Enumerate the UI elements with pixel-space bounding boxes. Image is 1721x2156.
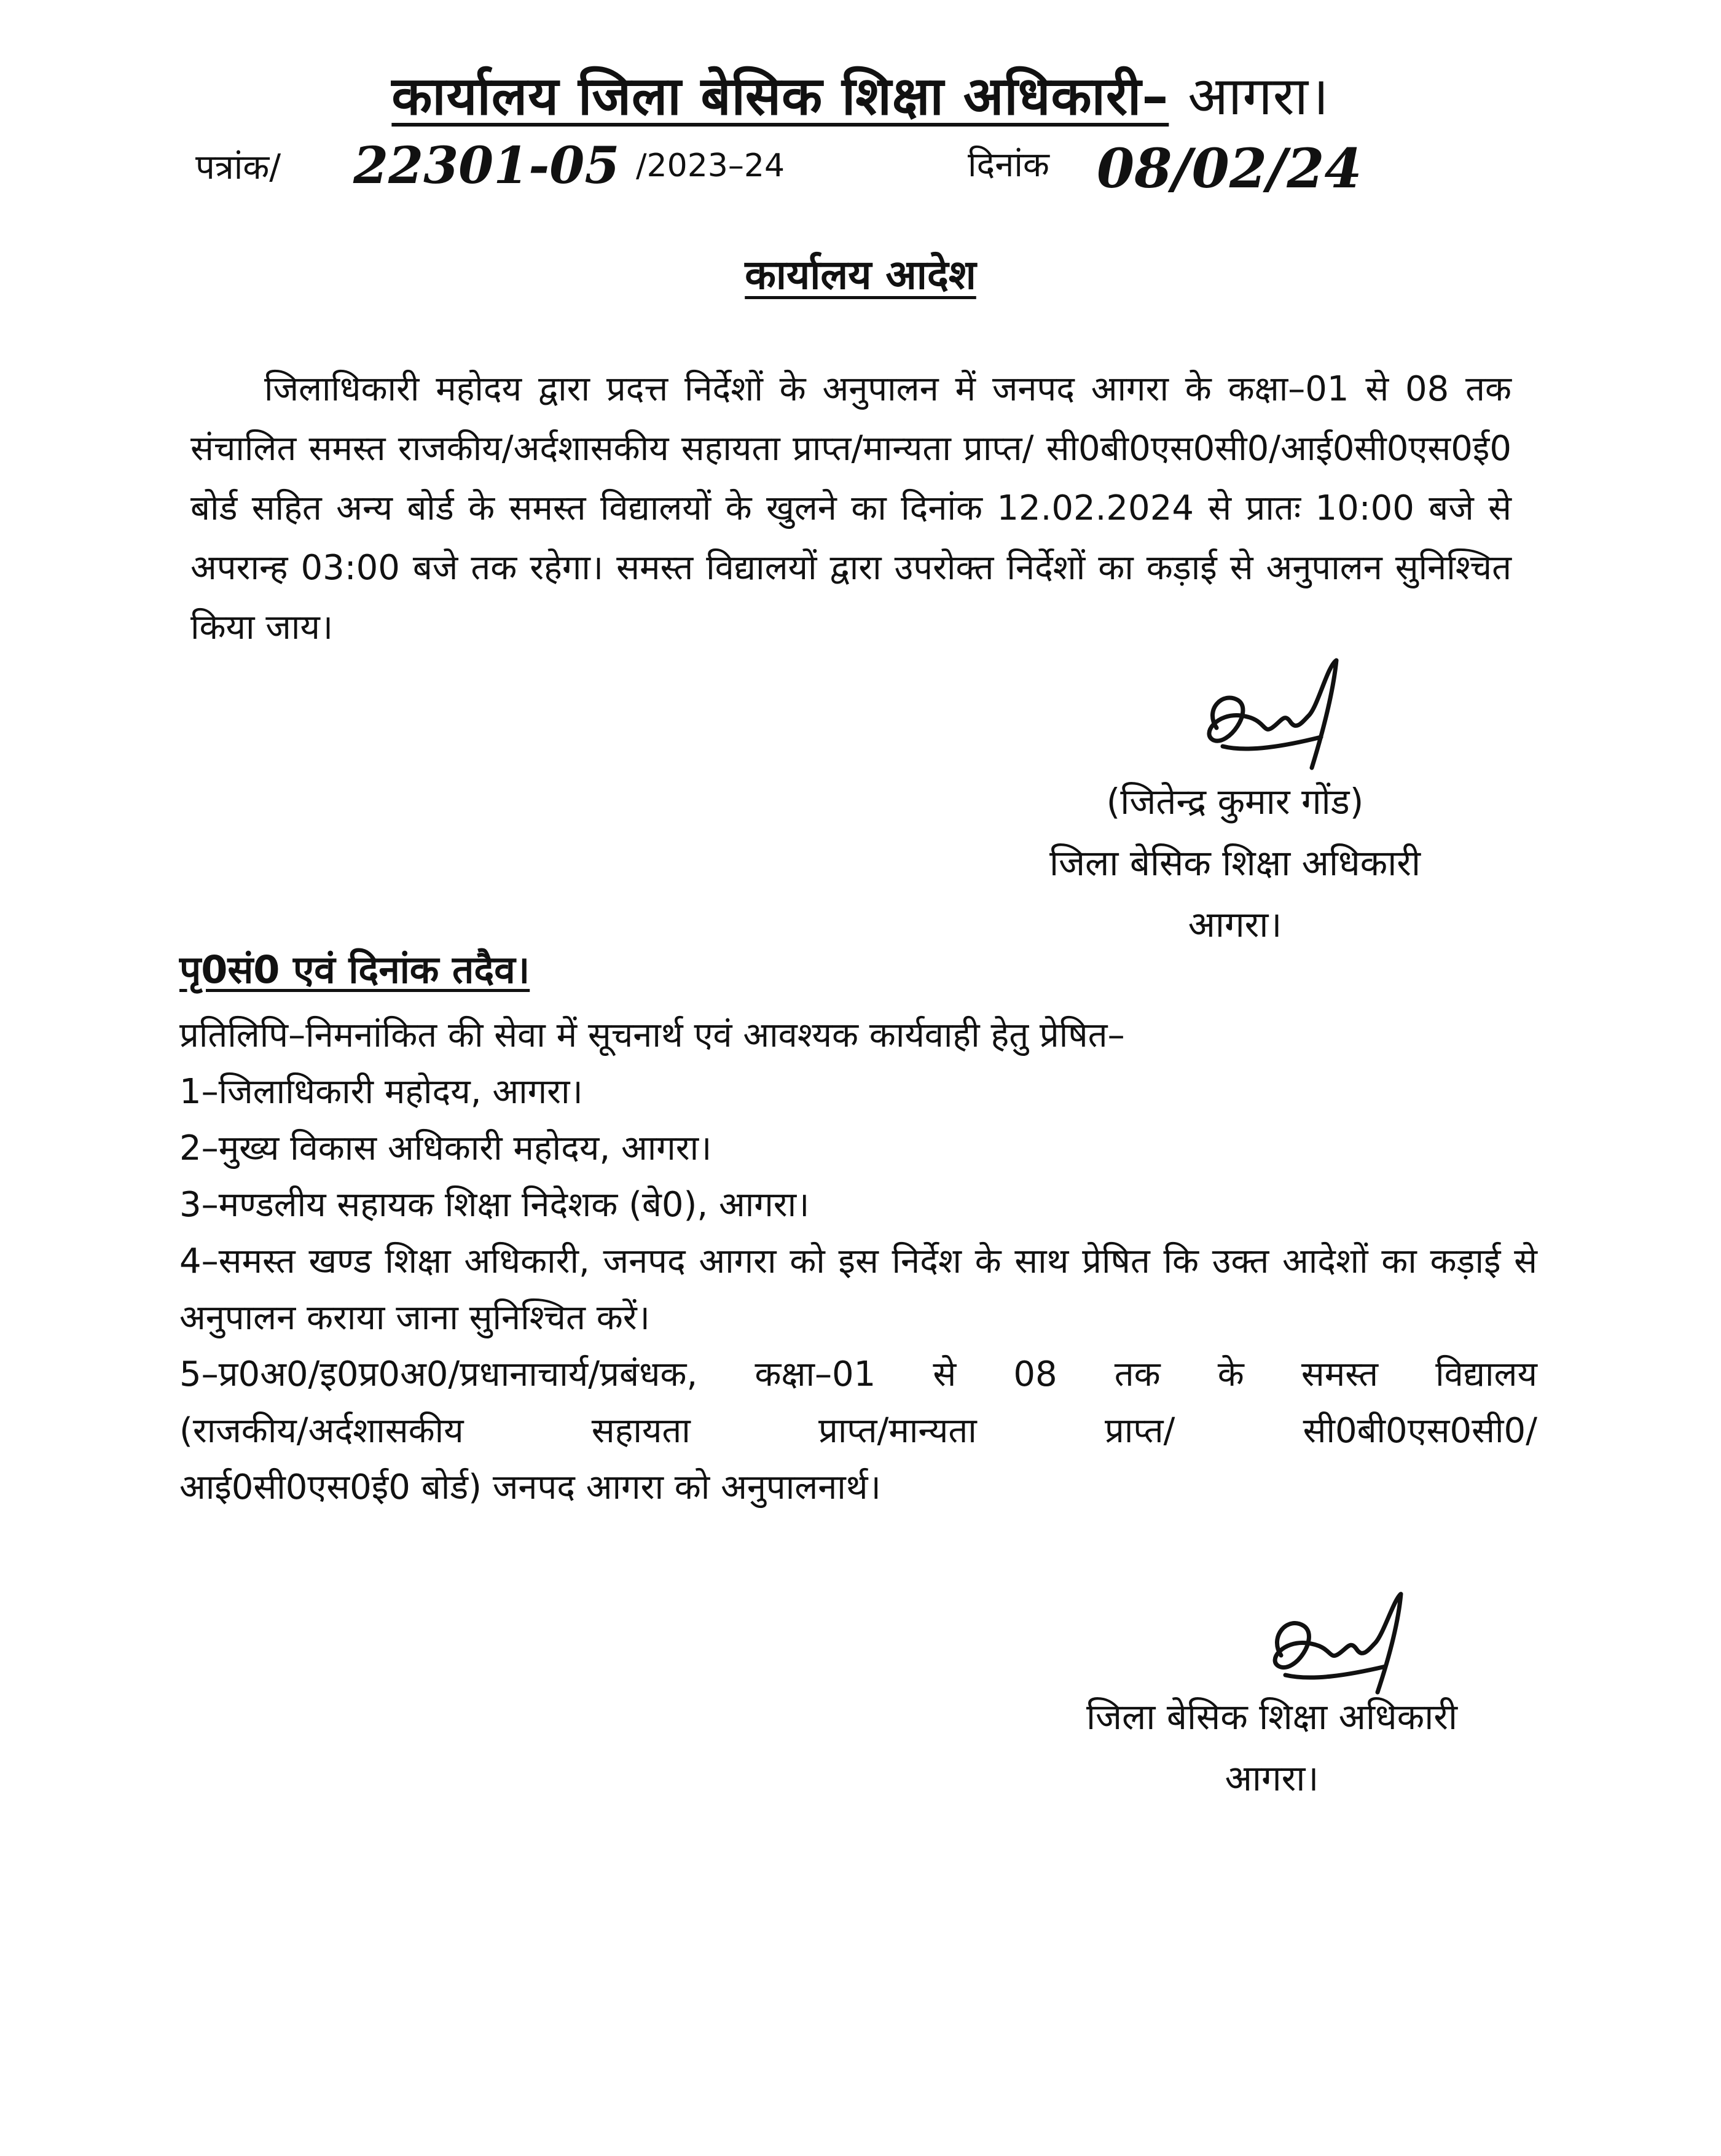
ref-number: 22301-05 xyxy=(353,136,620,195)
order-body-text: जिलाधिकारी महोदय द्वारा प्रदत्त निर्देशों के अनुपालन में जनपद आगरा के कक्षा–01 से 08 तक संचालित समस्त राजकीय/अर्दशासकीय सहायता प्राप्त/मान्यता प्राप्त/ सी0बी0एस0सी0/आई0सी0एस0ई0 बोर्ड सहित अन्य बोर्ड के समस्त विद्यालयों के खुलने का दिनांक 12.02.2024 से प्रातः 10:00 बजे से अपरान्ह 03:00 बजे तक रहेगा। समस्त विद्यालयों द्वारा उपरोक्त निर्देशों का कड़ाई से अनुपालन सुनिश्चित किया जाय। xyxy=(190,369,1511,647)
footer-designation: जिला बेसिक शिक्षा अधिकारी xyxy=(1086,1696,1457,1738)
date-value: 08/02/24 xyxy=(1097,136,1362,200)
office-heading xyxy=(0,58,1721,130)
ref-year: /2023–24 xyxy=(636,147,785,184)
footer-place: आगरा। xyxy=(1225,1757,1319,1799)
signatory-name: (जितेन्द्र कुमार गोंड) xyxy=(1106,781,1364,822)
copy-item-5-line2: (राजकीय/अर्दशासकीय सहायता प्राप्त/मान्यता प्राप्त/ सी0बी0एस0सी0/ xyxy=(179,1411,1537,1451)
copy-list xyxy=(179,1007,1537,1516)
signatory-block xyxy=(959,771,1511,955)
order-body xyxy=(190,359,1511,657)
office-title: कार्यालय जिला बेसिक शिक्षा अधिकारी– xyxy=(391,66,1169,127)
copy-item-5-line3: आई0सी0एस0ई0 बोर्ड) जनपद आगरा को अनुपालनार्थ। xyxy=(179,1467,881,1507)
footer-signatory-block xyxy=(995,1686,1548,1809)
copy-heading: पृ0सं0 एवं दिनांक तदैव। xyxy=(179,947,530,992)
ref-label: पत्रांक/ xyxy=(195,147,281,187)
order-title: कार्यालय आदेश xyxy=(745,251,976,299)
office-place: आगरा। xyxy=(1188,66,1330,127)
signature-mark xyxy=(1180,654,1364,777)
copy-item-5-line1: 5–प्र0अ0/इ0प्र0अ0/प्रधानाचार्य/प्रबंधक, कक्षा–01 से 08 तक के समस्त विद्यालय xyxy=(179,1354,1537,1394)
signatory-designation: जिला बेसिक शिक्षा अधिकारी xyxy=(1049,842,1421,884)
copy-item: 3–मण्डलीय सहायक शिक्षा निदेशक (बे0), आगरा। xyxy=(179,1185,810,1225)
signatory-place: आगरा। xyxy=(1188,904,1282,945)
copy-intro: प्रतिलिपि–निमनांकित की सेवा में सूचनार्थ एवं आवश्यक कार्यवाही हेतु प्रेषित– xyxy=(179,1015,1125,1055)
copy-item: 2–मुख्य विकास अधिकारी महोदय, आगरा। xyxy=(179,1128,712,1168)
date-label: दिनांक xyxy=(968,145,1049,185)
copy-item: 4–समस्त खण्ड शिक्षा अधिकारी, जनपद आगरा को इस निर्देश के साथ प्रेषित कि उक्त आदेशों का कड़ाई से अनुपालन कराया जाना सुनिश्चित करें। xyxy=(179,1241,1537,1338)
copy-item: 1–जिलाधिकारी महोदय, आगरा। xyxy=(179,1072,583,1112)
